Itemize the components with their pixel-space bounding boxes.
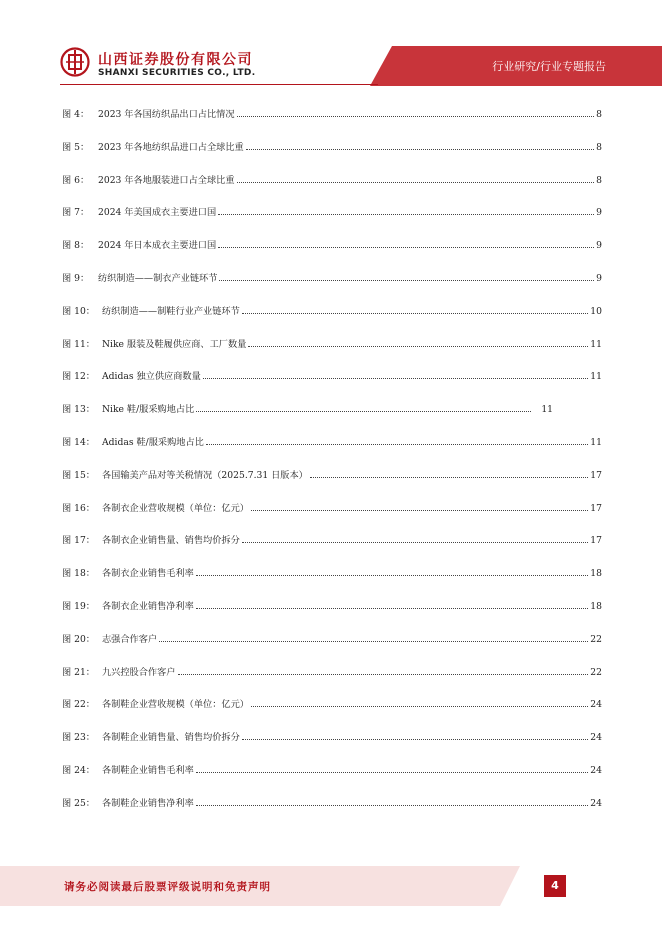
toc-dot-leader bbox=[159, 634, 588, 642]
toc-entry[interactable] bbox=[62, 371, 602, 404]
toc-page-number: 9 bbox=[596, 240, 602, 252]
toc-entry[interactable] bbox=[62, 535, 602, 568]
page-number: 4 bbox=[544, 875, 566, 897]
toc-entry[interactable] bbox=[62, 437, 602, 470]
disclaimer-notice: 请务必阅读最后股票评级说明和免责声明 bbox=[64, 881, 271, 893]
toc-dot-leader bbox=[242, 535, 588, 543]
toc-figure-title: Adidas 独立供应商数量 bbox=[102, 371, 201, 383]
toc-dot-leader bbox=[237, 175, 595, 183]
toc-entry[interactable] bbox=[62, 634, 602, 667]
toc-dot-leader bbox=[248, 339, 588, 347]
toc-page-number: 8 bbox=[596, 109, 602, 120]
toc-dot-leader bbox=[237, 109, 595, 117]
company-name-cn: 山西证券股份有限公司 bbox=[98, 52, 253, 68]
toc-figure-label: 图 6： bbox=[62, 174, 90, 186]
toc-figure-title: 各国输美产品对等关税情况（2025.7.31 日版本） bbox=[102, 469, 308, 481]
toc-figure-title: Adidas 鞋/服采购地占比 bbox=[102, 436, 204, 448]
toc-figure-title: 2023 年各地纺织品进口占全球比重 bbox=[98, 141, 244, 153]
toc-dot-leader bbox=[251, 699, 588, 707]
toc-entry[interactable] bbox=[62, 798, 602, 831]
toc-entry[interactable] bbox=[62, 240, 602, 273]
toc-figure-title: 各制鞋企业销售量、销售均价拆分 bbox=[102, 732, 240, 744]
toc-entry[interactable] bbox=[62, 339, 602, 372]
toc-figure-label: 图 13： bbox=[62, 404, 95, 416]
toc-page-number: 8 bbox=[596, 174, 602, 186]
toc-figure-label: 图 23： bbox=[62, 732, 95, 744]
toc-entry[interactable] bbox=[62, 667, 602, 700]
toc-page-number: 24 bbox=[590, 764, 602, 776]
toc-figure-label: 图 22： bbox=[62, 699, 95, 711]
toc-figure-label: 图 9： bbox=[62, 272, 90, 284]
toc-dot-leader bbox=[196, 765, 588, 773]
toc-page-number: 11 bbox=[590, 338, 602, 350]
toc-entry[interactable] bbox=[62, 601, 602, 634]
toc-page-number: 11 bbox=[541, 404, 554, 416]
toc-figure-title: 各制衣企业销售毛利率 bbox=[102, 568, 194, 580]
toc-entry[interactable] bbox=[62, 273, 602, 306]
toc-page-number: 17 bbox=[590, 469, 602, 481]
toc-dot-leader bbox=[206, 437, 588, 445]
toc-page-number: 24 bbox=[590, 732, 602, 744]
toc-page-number: 17 bbox=[590, 535, 602, 547]
toc-figure-title: 纺织制造——制鞋行业产业链环节 bbox=[102, 305, 240, 317]
toc-figure-label: 图 14： bbox=[62, 436, 95, 448]
toc-dot-leader bbox=[203, 371, 589, 379]
toc-page-number: 24 bbox=[590, 699, 602, 711]
toc-dot-leader bbox=[218, 240, 594, 248]
toc-figure-label: 图 11： bbox=[62, 338, 95, 350]
toc-page-number: 17 bbox=[590, 502, 602, 514]
toc-page-number: 18 bbox=[590, 600, 602, 612]
toc-figure-title: 2024 年日本成衣主要进口国 bbox=[98, 240, 217, 252]
toc-dot-leader bbox=[246, 142, 594, 150]
toc-figure-label: 图 25： bbox=[62, 797, 95, 809]
toc-figure-label: 图 18： bbox=[62, 568, 95, 580]
toc-entry[interactable] bbox=[62, 470, 602, 503]
toc-dot-leader bbox=[196, 568, 588, 576]
toc-page-number: 9 bbox=[596, 207, 602, 219]
toc-figure-title: 各制衣企业销售量、销售均价拆分 bbox=[102, 535, 240, 547]
toc-dot-leader bbox=[242, 306, 588, 314]
toc-page-number: 22 bbox=[590, 666, 602, 678]
toc-entry[interactable] bbox=[62, 765, 602, 798]
toc-page-number: 24 bbox=[590, 797, 602, 809]
toc-entry[interactable] bbox=[62, 404, 602, 437]
toc-entry[interactable] bbox=[62, 503, 602, 536]
toc-dot-leader bbox=[242, 732, 588, 740]
toc-page-number: 18 bbox=[590, 568, 602, 580]
toc-entry[interactable] bbox=[62, 732, 602, 765]
toc-dot-leader bbox=[310, 470, 588, 478]
toc-entry[interactable] bbox=[62, 142, 602, 175]
toc-entry[interactable] bbox=[62, 306, 602, 339]
toc-dot-leader bbox=[219, 273, 594, 281]
toc-figure-title: 纺织制造——制衣产业链环节 bbox=[98, 272, 218, 284]
toc-dot-leader bbox=[196, 798, 588, 806]
toc-figure-title: 各制鞋企业营收规模（单位：亿元） bbox=[102, 699, 249, 711]
shanxi-securities-logo-icon bbox=[60, 47, 90, 77]
toc-figure-label: 图 19： bbox=[62, 600, 95, 612]
toc-figure-label: 图 16： bbox=[62, 502, 95, 514]
toc-entry[interactable] bbox=[62, 175, 602, 208]
toc-figure-title: 各制鞋企业销售毛利率 bbox=[102, 764, 194, 776]
toc-entry[interactable] bbox=[62, 207, 602, 240]
page-header bbox=[0, 0, 662, 86]
toc-figure-label: 图 20： bbox=[62, 633, 95, 645]
header-divider bbox=[60, 84, 378, 85]
toc-figure-label: 图 5： bbox=[62, 141, 90, 153]
toc-figure-title: 各制衣企业销售净利率 bbox=[102, 600, 194, 612]
toc-page-number: 11 bbox=[590, 371, 602, 383]
toc-figure-title: 2023 年各地服装进口占全球比重 bbox=[98, 174, 235, 186]
toc-figure-label: 图 21： bbox=[62, 666, 95, 678]
toc-dot-leader bbox=[196, 404, 531, 412]
toc-entry[interactable] bbox=[62, 699, 602, 732]
toc-dot-leader bbox=[178, 667, 589, 675]
toc-page-number: 22 bbox=[590, 633, 602, 645]
toc-figure-title: Nike 服装及鞋履供应商、工厂数量 bbox=[102, 338, 247, 350]
toc-figure-label: 图 10： bbox=[62, 305, 95, 317]
toc-entry[interactable] bbox=[62, 109, 602, 142]
toc-figure-title: 2023 年各国纺织品出口占比情况 bbox=[98, 109, 235, 120]
toc-figure-title: Nike 鞋/服采购地占比 bbox=[102, 404, 195, 416]
toc-figure-label: 图 12： bbox=[62, 371, 95, 383]
toc-figure-label: 图 17： bbox=[62, 535, 95, 547]
toc-page-number: 8 bbox=[596, 141, 602, 153]
toc-figure-title: 各制鞋企业销售净利率 bbox=[102, 797, 194, 809]
toc-page-number: 11 bbox=[590, 436, 602, 448]
toc-figure-title: 2024 年美国成衣主要进口国 bbox=[98, 207, 217, 219]
toc-page-number: 9 bbox=[596, 272, 602, 284]
toc-figure-label: 图 15： bbox=[62, 469, 95, 481]
toc-dot-leader bbox=[251, 503, 588, 511]
toc-figure-label: 图 24： bbox=[62, 764, 95, 776]
toc-figure-title: 志强合作客户 bbox=[102, 633, 158, 645]
toc-figure-title: 各制衣企业营收规模（单位：亿元） bbox=[102, 502, 249, 514]
figure-index-list bbox=[62, 109, 602, 831]
toc-figure-title: 九兴控股合作客户 bbox=[102, 666, 176, 678]
company-name-en: SHANXI SECURITIES CO., LTD. bbox=[98, 68, 256, 78]
report-type-label: 行业研究/行业专题报告 bbox=[492, 60, 606, 73]
toc-figure-label: 图 4： bbox=[62, 109, 90, 120]
toc-dot-leader bbox=[196, 601, 588, 609]
toc-dot-leader bbox=[218, 207, 594, 215]
toc-entry[interactable] bbox=[62, 568, 602, 601]
toc-page-number: 10 bbox=[590, 305, 602, 317]
toc-figure-label: 图 8： bbox=[62, 240, 90, 252]
toc-figure-label: 图 7： bbox=[62, 207, 90, 219]
